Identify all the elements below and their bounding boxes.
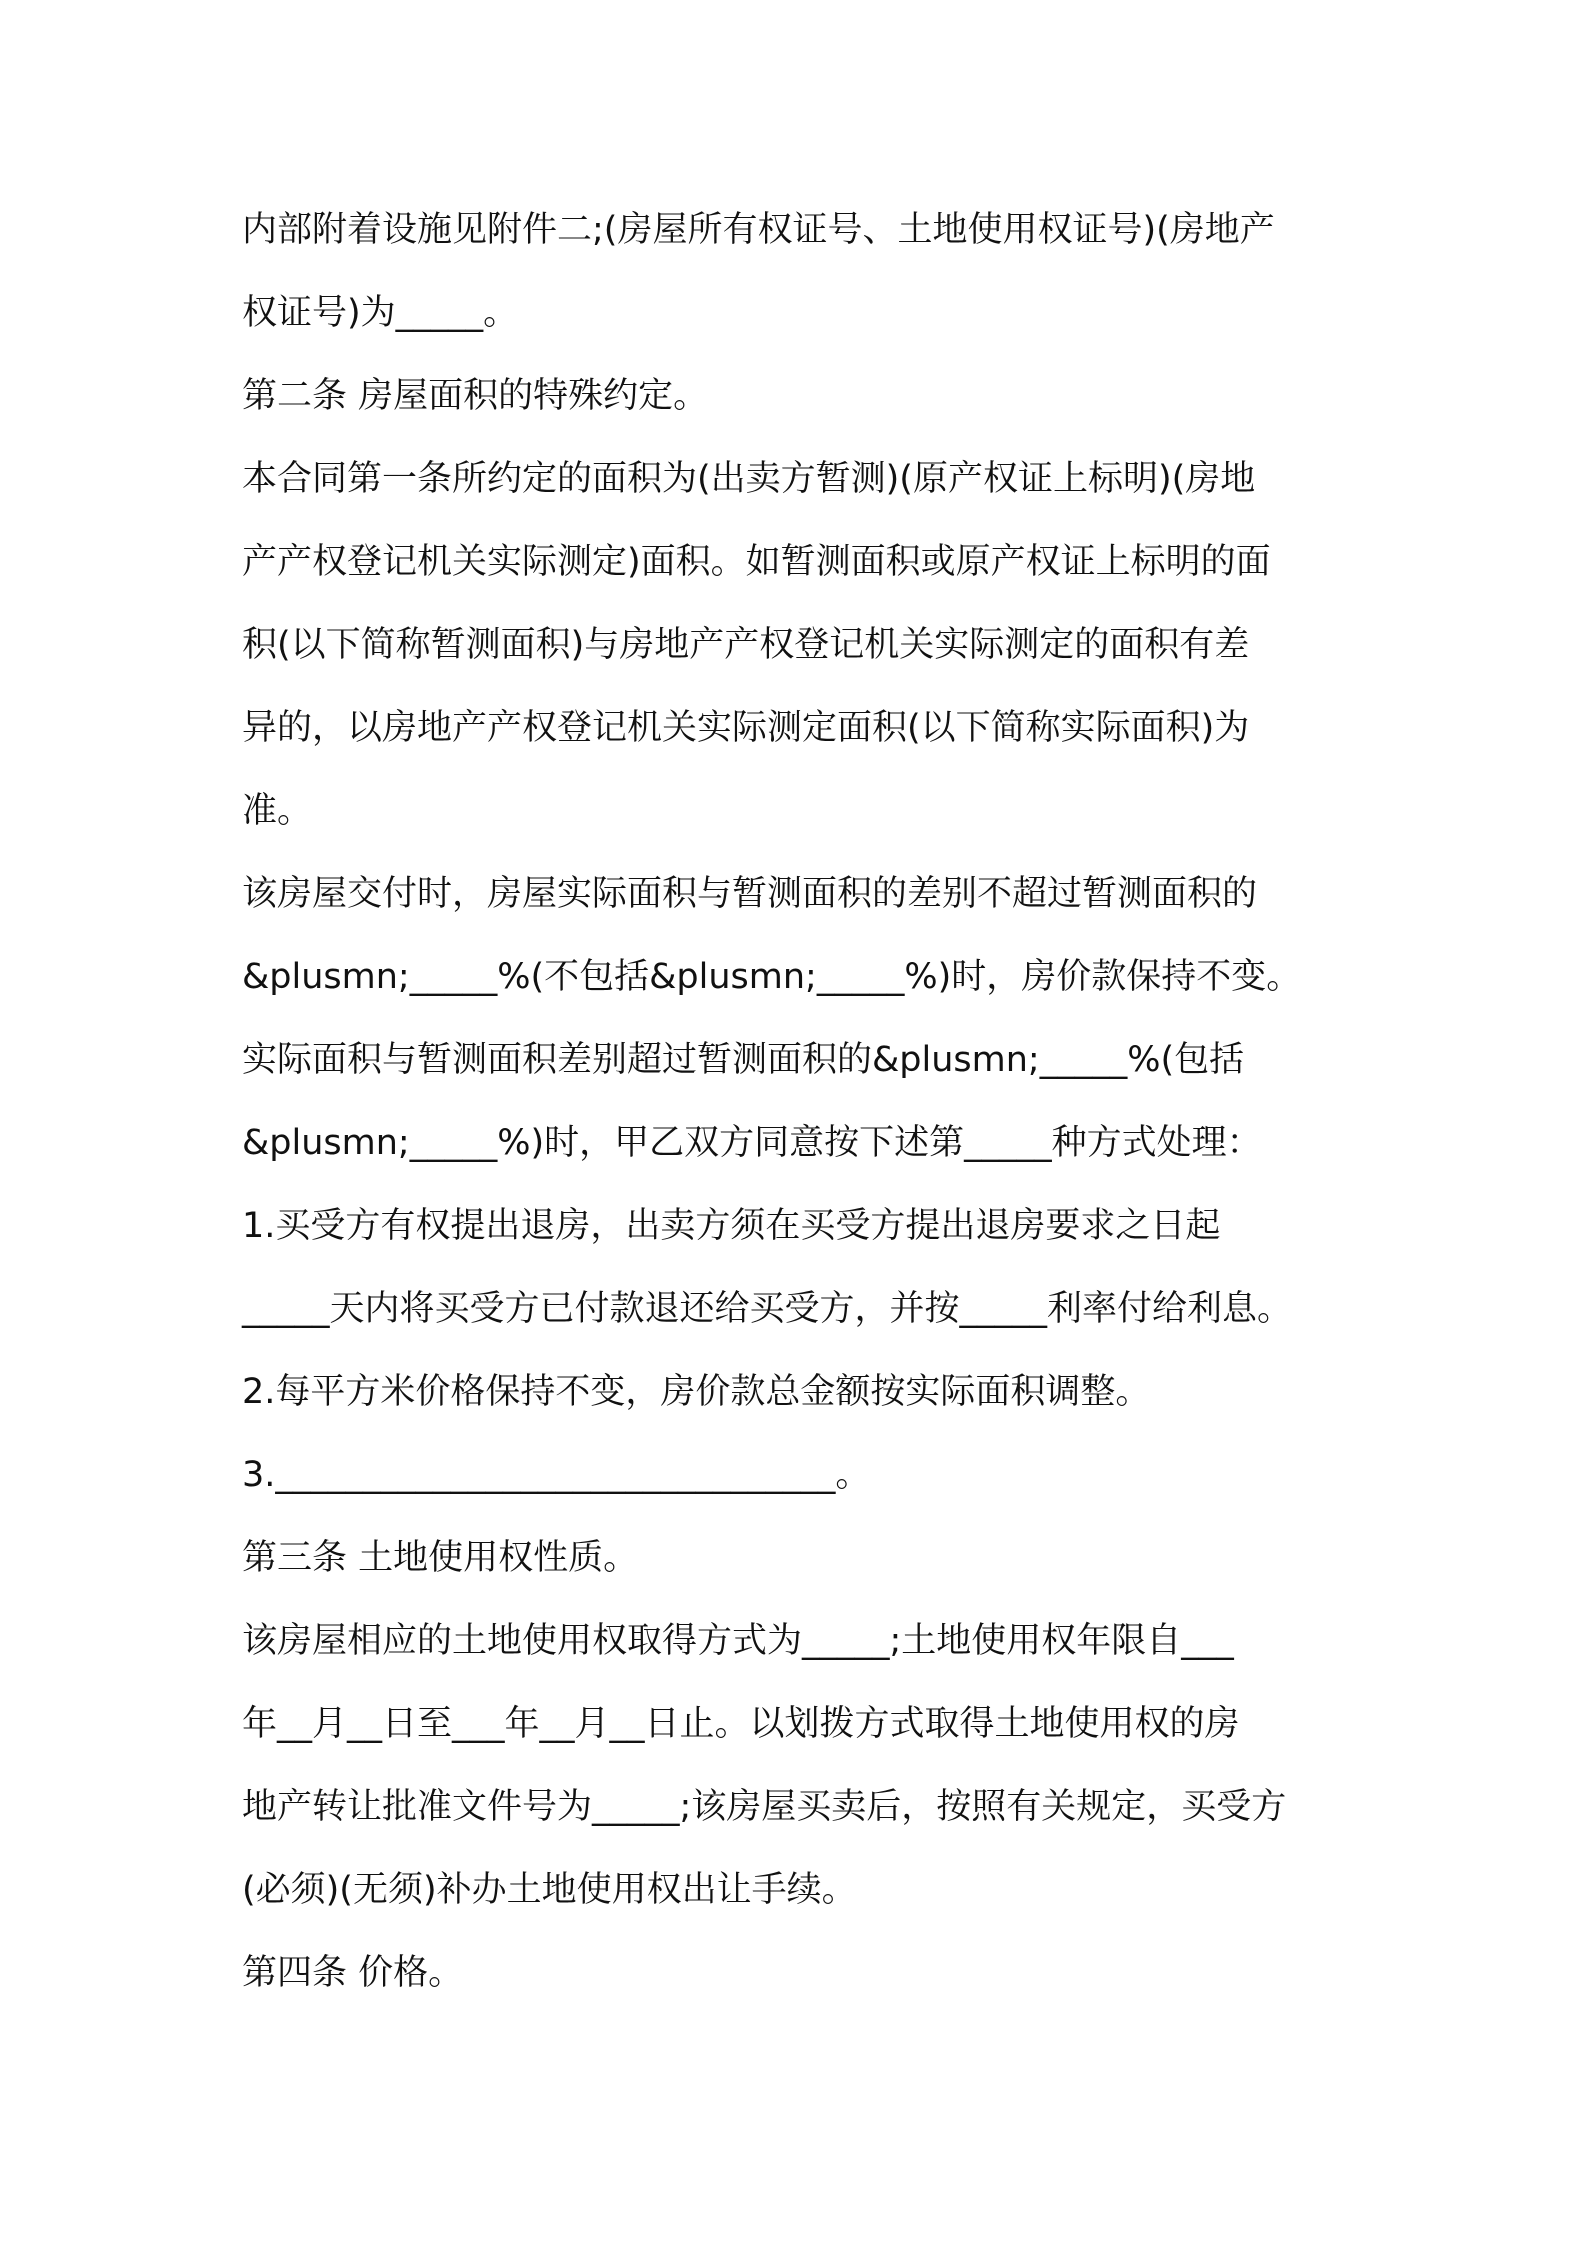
section-heading: 第二条 房屋面积的特殊约定。 [242, 376, 709, 416]
paragraph-line: 权证号)为_____。 [242, 293, 519, 333]
list-item: 3.________________________________。 [242, 1455, 871, 1495]
paragraph-line: 产产权登记机关实际测定)面积。如暂测面积或原产权证上标明的面 [242, 542, 1271, 582]
list-item: 2.每平方米价格保持不变，房价款总金额按实际面积调整。 [242, 1372, 1151, 1412]
paragraph-line: 该房屋相应的土地使用权取得方式为_____;土地使用权年限自___ [242, 1621, 1234, 1661]
list-item: 1.买受方有权提出退房，出卖方须在买受方提出退房要求之日起 [242, 1206, 1221, 1246]
paragraph-line: 异的，以房地产产权登记机关实际测定面积(以下简称实际面积)为 [242, 708, 1250, 748]
document-body [242, 200, 1382, 2026]
paragraph-line: 准。 [242, 791, 313, 831]
paragraph-line: 实际面积与暂测面积差别超过暂测面积的&plusmn;_____%(包括 [242, 1040, 1245, 1080]
paragraph-line: 地产转让批准文件号为_____;该房屋买卖后，按照有关规定，买受方 [242, 1787, 1287, 1827]
paragraph-line: 年__月__日至___年__月__日止。以划拨方式取得土地使用权的房 [242, 1704, 1240, 1744]
paragraph-line: 内部附着设施见附件二;(房屋所有权证号、土地使用权证号)(房地产 [242, 210, 1275, 250]
paragraph-line: &plusmn;_____%(不包括&plusmn;_____%)时，房价款保持不变。 [242, 957, 1302, 997]
list-item: _____天内将买受方已付款退还给买受方，并按_____利率付给利息。 [242, 1289, 1293, 1329]
section-heading: 第三条 土地使用权性质。 [242, 1538, 639, 1578]
paragraph-line: &plusmn;_____%)时，甲乙双方同意按下述第_____种方式处理： [242, 1123, 1262, 1163]
paragraph-line: 该房屋交付时，房屋实际面积与暂测面积的差别不超过暂测面积的 [242, 874, 1258, 914]
paragraph-line: (必须)(无须)补办土地使用权出让手续。 [242, 1870, 857, 1910]
section-heading: 第四条 价格。 [242, 1953, 464, 1993]
paragraph-line: 本合同第一条所约定的面积为(出卖方暂测)(原产权证上标明)(房地 [242, 459, 1256, 499]
paragraph-line: 积(以下简称暂测面积)与房地产产权登记机关实际测定的面积有差 [242, 625, 1250, 665]
